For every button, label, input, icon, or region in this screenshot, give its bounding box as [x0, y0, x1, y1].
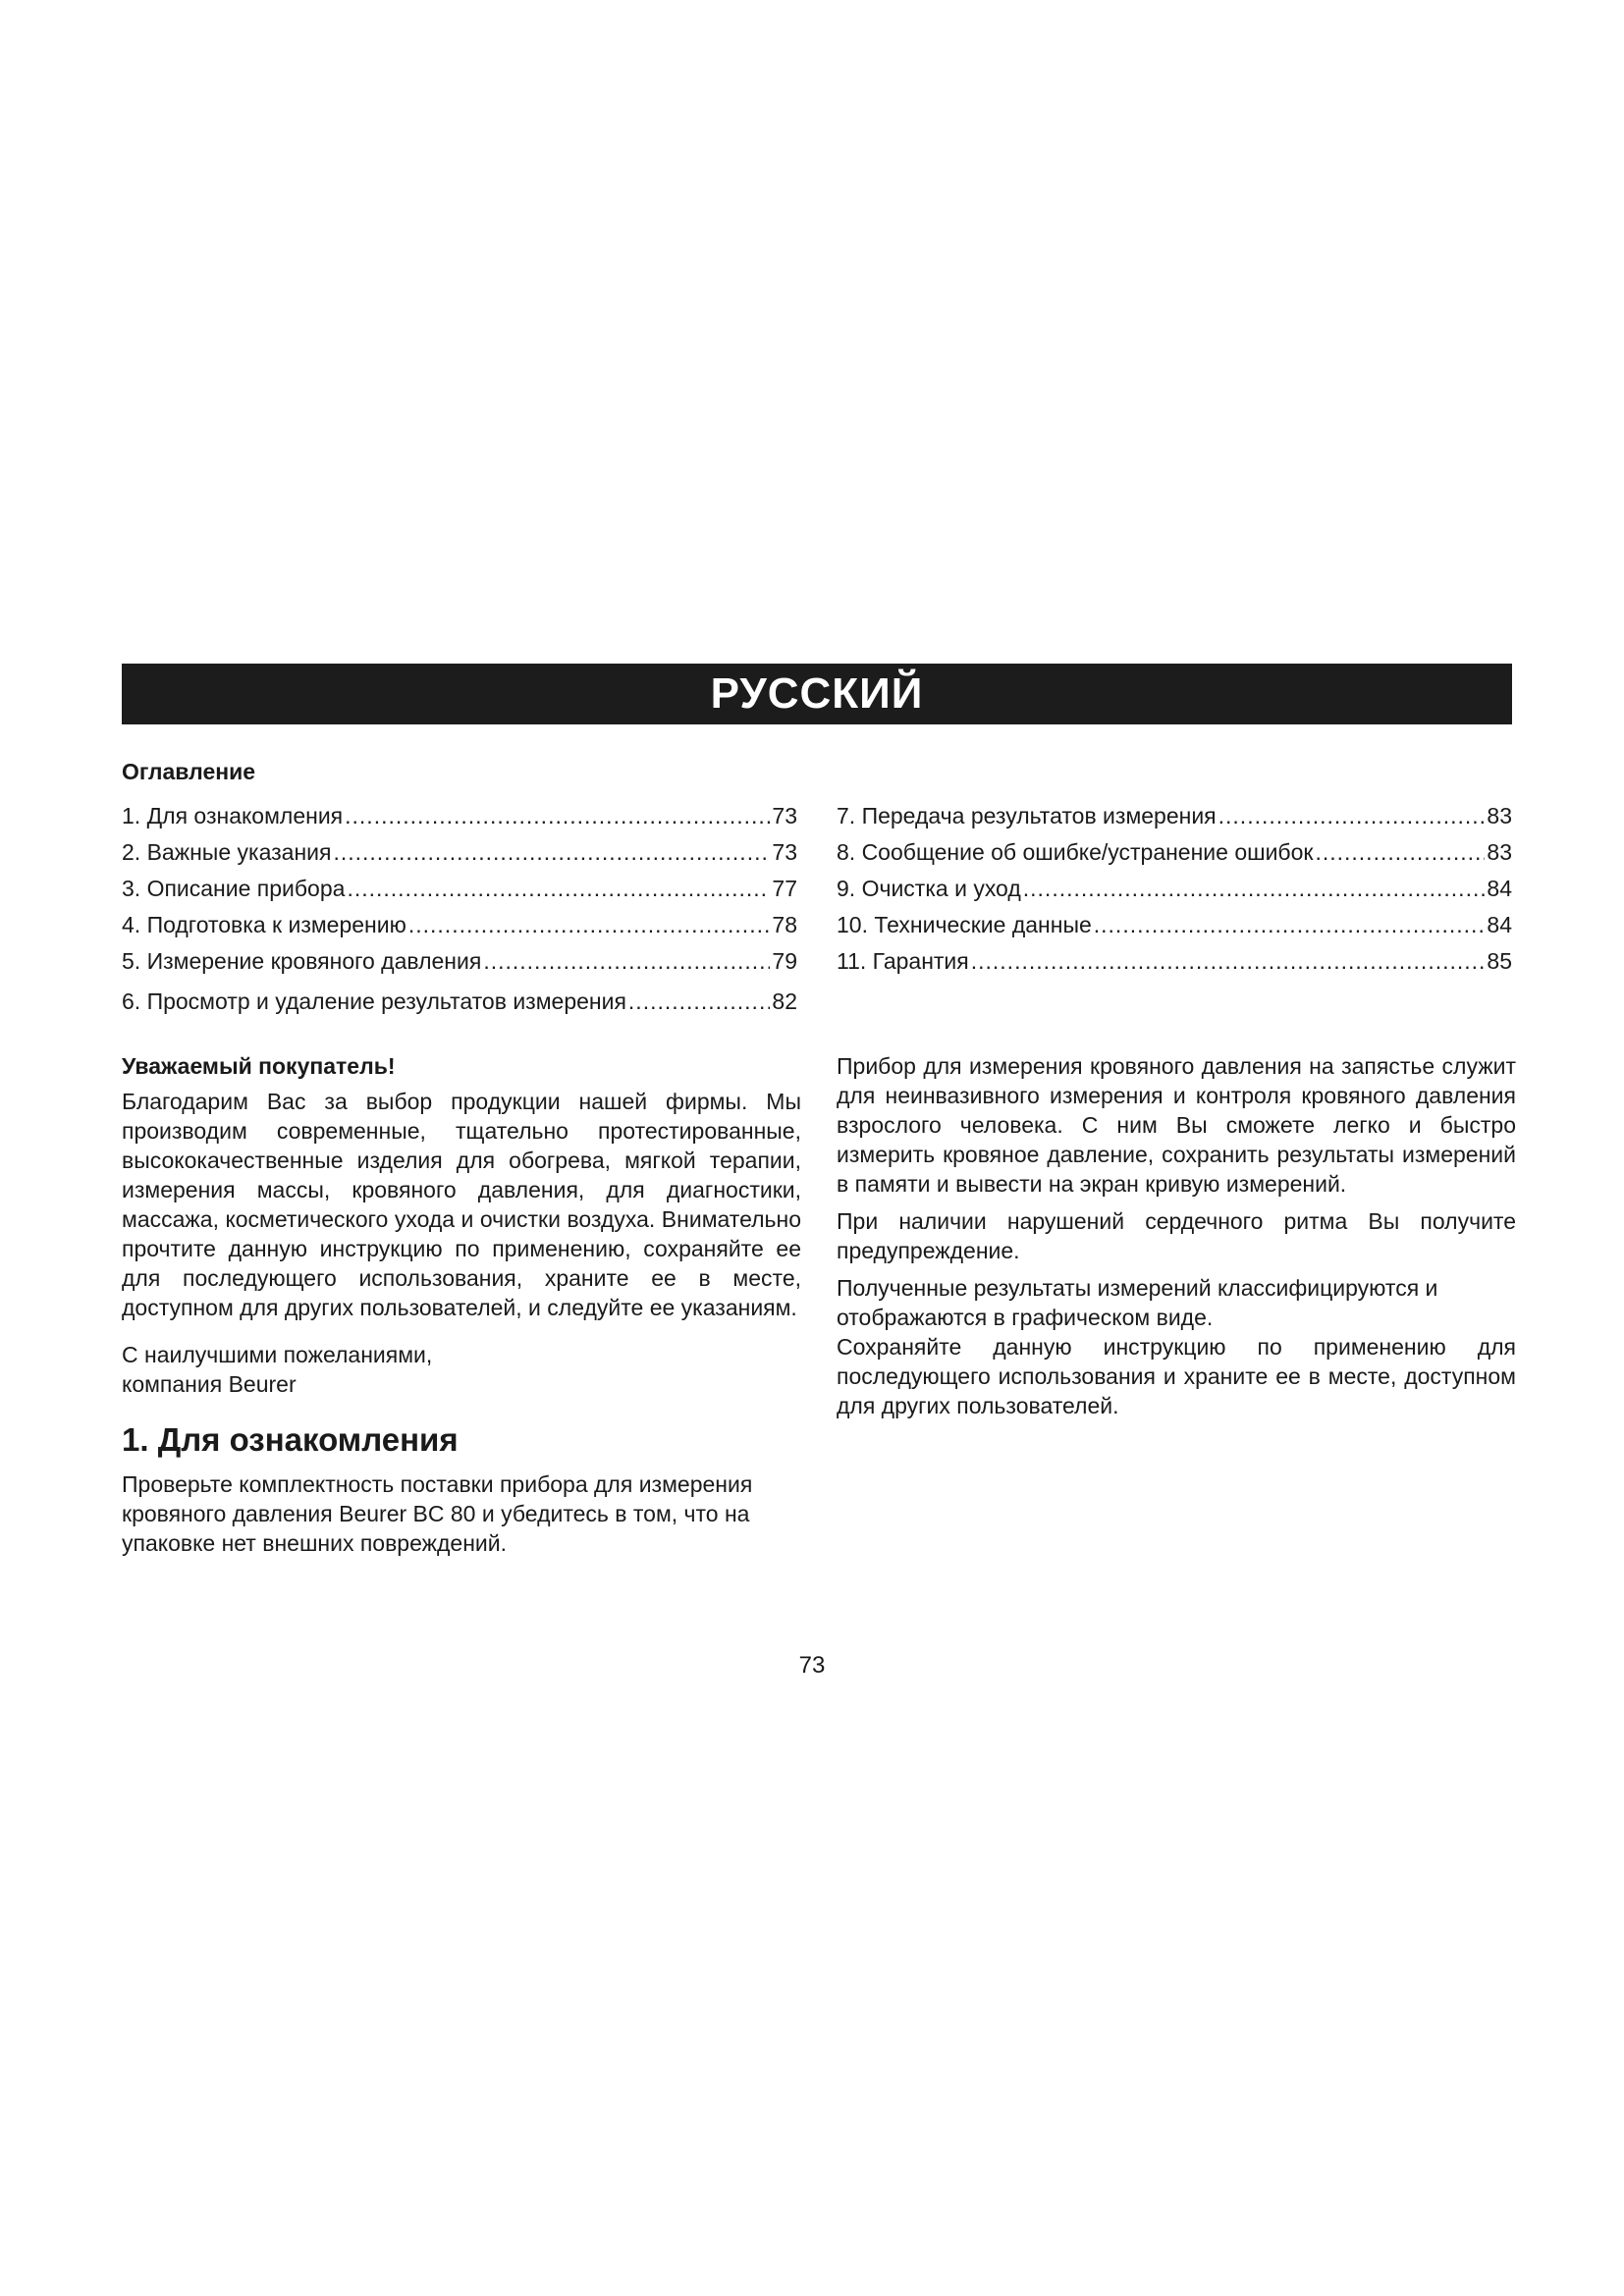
toc-entry-label: 4. Подготовка к измерению — [122, 912, 406, 937]
toc-entry-page: 79 — [772, 948, 797, 974]
greeting-paragraph: Благодарим Вас за выбор продукции нашей фирмы. Мы производим современные, тщательно протестированные, высококачественные изделия для обогрева, мягкой терапии, измерения массы, кровяного давления, для диагностики, массажа, косметического ухода и очистки воздуха. Внимательно прочтите данную инструкцию по применению, сохраняйте ее для последующего использования, храните ее в месте, доступном для других пользователей, и следуйте ее указаниям. — [122, 1089, 801, 1320]
toc-entry-label: 10. Технические данные — [837, 912, 1092, 937]
toc-entry-page: 77 — [772, 876, 797, 901]
keep-instructions-paragraph: Сохраняйте данную инструкцию по применению для последующего использования и храните ее в месте, доступном для других пользователей. — [837, 1334, 1516, 1418]
toc-entry-page: 85 — [1487, 948, 1512, 974]
section-heading: 1. Для ознакомления — [122, 1421, 459, 1458]
toc-entry-label: 6. Просмотр и удаление результатов измерения — [122, 988, 626, 1014]
device-description-paragraph: Прибор для измерения кровяного давления на запястье служит для неинвазивного измерения и контроля кровяного давления взрослого человека. С ним Вы сможете легко и быстро измерить кровяное давление, сохранить результаты измерений в памяти и вывести на экран кривую измерений. — [837, 1053, 1516, 1197]
toc-entry-page: 83 — [1487, 803, 1512, 828]
section-paragraph: Проверьте комплектность поставки прибора для измерения кровяного давления Beurer BC 80 и убедитесь в том, что на упаковке нет внешних повреждений. — [122, 1471, 753, 1556]
toc-entry[interactable] — [837, 876, 1512, 912]
toc-leader-dots — [345, 803, 770, 829]
toc-entry-label: 2. Важные указания — [122, 839, 332, 865]
toc-entry-page: 83 — [1487, 839, 1512, 865]
toc-right-column — [837, 803, 1512, 985]
language-banner: РУССКИЙ — [122, 664, 1512, 724]
toc-leader-dots — [1218, 803, 1486, 829]
toc-entry-page: 78 — [772, 912, 797, 937]
toc-entry-label: 11. Гарантия — [837, 948, 969, 974]
toc-entry-page: 84 — [1487, 912, 1512, 937]
toc-entry-page: 73 — [772, 803, 797, 828]
toc-entry[interactable] — [837, 912, 1512, 948]
toc-leader-dots — [1023, 876, 1486, 902]
toc-leader-dots — [628, 988, 770, 1015]
toc-entry-label: 9. Очистка и уход — [837, 876, 1021, 901]
toc-entry-label: 8. Сообщение об ошибке/устранение ошибок — [837, 839, 1314, 865]
toc-entry-page: 84 — [1487, 876, 1512, 901]
toc-leader-dots — [1315, 839, 1485, 866]
toc-heading: Оглавление — [122, 759, 256, 784]
toc-entry[interactable] — [122, 988, 797, 1025]
toc-left-column — [122, 803, 797, 1025]
signature-line: С наилучшими пожеланиями, — [122, 1342, 433, 1367]
toc-entry-label: 5. Измерение кровяного давления — [122, 948, 482, 974]
classification-paragraph: Полученные результаты измерений классифицируются и отображаются в графическом виде. — [837, 1275, 1438, 1330]
intro-left-column — [122, 1051, 801, 1558]
greeting-heading: Уважаемый покупатель! — [122, 1053, 396, 1079]
toc-entry-label: 1. Для ознакомления — [122, 803, 344, 828]
toc-entry[interactable] — [837, 803, 1512, 839]
toc-entry-label: 7. Передача результатов измерения — [837, 803, 1217, 828]
page-number: 73 — [798, 1652, 826, 1679]
toc-entry[interactable] — [122, 948, 797, 985]
toc-leader-dots — [408, 912, 771, 938]
toc-entry[interactable] — [122, 876, 797, 912]
toc-entry[interactable] — [122, 912, 797, 948]
toc-leader-dots — [483, 948, 770, 975]
toc-entry[interactable] — [122, 839, 797, 876]
toc-entry[interactable] — [837, 839, 1512, 876]
signature-company: компания Beurer — [122, 1371, 297, 1397]
toc-entry[interactable] — [837, 948, 1512, 985]
arrhythmia-paragraph: При наличии нарушений сердечного ритма Вы получите предупреждение. — [837, 1208, 1516, 1263]
toc-leader-dots — [971, 948, 1486, 975]
toc-leader-dots — [347, 876, 770, 902]
toc-entry-page: 73 — [772, 839, 797, 865]
toc-entry-label: 3. Описание прибора — [122, 876, 346, 901]
toc-entry[interactable] — [122, 803, 797, 839]
toc-leader-dots — [333, 839, 770, 866]
toc-leader-dots — [1094, 912, 1486, 938]
toc-entry-page: 82 — [772, 988, 797, 1014]
intro-right-column — [837, 1051, 1516, 1420]
